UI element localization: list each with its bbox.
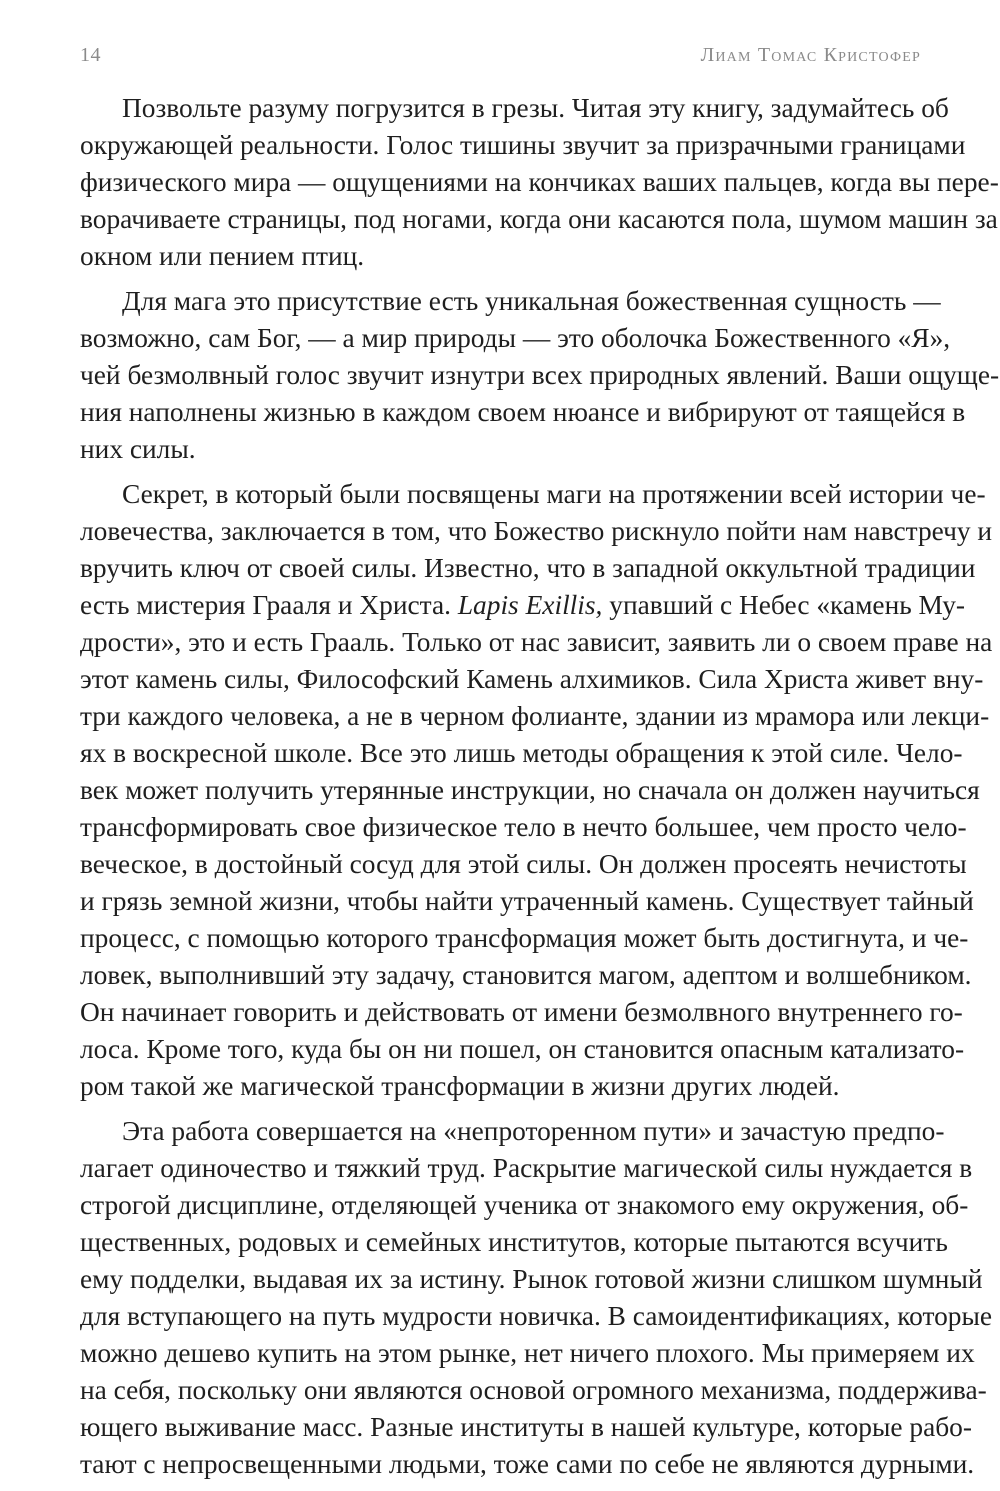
text-line: ях в воскресной школе. Все это лишь методы обращения к этой силе. Чело- <box>80 738 963 768</box>
text-line: этот камень силы, Философский Камень алхимиков. Сила Христа живет вну- <box>80 664 984 694</box>
text-line: ром такой же магической трансформации в жизни других людей. <box>80 1071 840 1101</box>
text-line: ющего выживание масс. Разные институты в нашей культуре, которые рабо- <box>80 1412 972 1442</box>
paragraph <box>80 1113 993 1483</box>
text-line: для вступающего на путь мудрости новичка. В самоидентификациях, которые <box>80 1301 993 1331</box>
text-line: век может получить утерянные инструкции, но сначала он должен научиться <box>80 775 980 805</box>
body-text <box>80 90 1000 1491</box>
text-line: щественных, родовых и семейных институтов, которые пытаются всучить <box>80 1227 948 1257</box>
text-line: тают с непросвещенными людьми, тоже сами по себе не являются дурными. <box>80 1449 975 1479</box>
text-run: есть мистерия Грааля и Христа. <box>80 590 451 620</box>
text-line: трансформировать свое физическое тело в нечто большее, чем просто чело- <box>80 812 967 842</box>
italic-term: Lapis Exillis, <box>457 590 603 620</box>
text-line: и грязь земной жизни, чтобы найти утраченный камень. Существует тайный <box>80 886 974 916</box>
paragraph <box>80 90 999 275</box>
text-line: Позвольте разуму погрузится в грезы. Читая эту книгу, задумайтесь об <box>122 93 949 123</box>
paragraph <box>80 283 1000 468</box>
text-line: Для мага это присутствие есть уникальная божественная сущность — <box>122 286 941 316</box>
text-line: Секрет, в который были посвящены маги на протяжении всей истории че- <box>122 479 986 509</box>
page-number: 14 <box>80 44 101 66</box>
text-line: них силы. <box>80 434 196 464</box>
text-line: ворачиваете страницы, под ногами, когда они касаются пола, шумом машин за <box>80 204 998 234</box>
text-line: Эта работа совершается на «непроторенном пути» и зачастую предпо- <box>122 1116 945 1146</box>
text-line: строгой дисциплине, отделяющей ученика от знакомого ему окружения, об- <box>80 1190 969 1220</box>
text-line: окружающей реальности. Голос тишины звучит за призрачными границами <box>80 130 966 160</box>
text-line: чей безмолвный голос звучит изнутри всех природных явлений. Ваши ощуще- <box>80 360 1000 390</box>
text-line: вручить ключ от своей силы. Известно, что в западной оккультной традиции <box>80 553 976 583</box>
text-line: веческое, в достойный сосуд для этой силы. Он должен просеять нечистоты <box>80 849 967 879</box>
paragraph <box>80 476 993 1105</box>
text-line: ловек, выполнивший эту задачу, становится магом, адептом и волшебником. <box>80 960 972 990</box>
text-line: процесс, с помощью которого трансформация может быть достигнута, и че- <box>80 923 969 953</box>
text-line: Он начинает говорить и действовать от имени безмолвного внутреннего го- <box>80 997 963 1027</box>
running-head-author: Лиам Томас Кристофер <box>700 44 921 66</box>
text-line: можно дешево купить на этом рынке, нет ничего плохого. Мы примеряем их <box>80 1338 975 1368</box>
text-line: ему подделки, выдавая их за истину. Рынок готовой жизни слишком шумный <box>80 1264 983 1294</box>
text-line: лоса. Кроме того, куда бы он ни пошел, он становится опасным катализато- <box>80 1034 965 1064</box>
text-line: три каждого человека, а не в черном фолианте, здании из мрамора или лекци- <box>80 701 990 731</box>
text-line: физического мира — ощущениями на кончиках ваших пальцев, когда вы пере- <box>80 167 999 197</box>
text-line-mixed <box>80 587 966 624</box>
text-line: возможно, сам Бог, — а мир природы — это оболочка Божественного «Я», <box>80 323 951 353</box>
text-line: лагает одиночество и тяжкий труд. Раскрытие магической силы нуждается в <box>80 1153 973 1183</box>
text-line: на себя, поскольку они являются основой огромного механизма, поддержива- <box>80 1375 987 1405</box>
text-run: упавший с Небес «камень Му- <box>609 590 966 620</box>
text-line: ловечества, заключается в том, что Божество рискнуло пойти нам навстречу и <box>80 516 993 546</box>
text-line: дрости», это и есть Грааль. Только от нас зависит, заявить ли о своем праве на <box>80 627 993 657</box>
text-line: ния наполнены жизнью в каждом своем нюансе и вибрируют от таящейся в <box>80 397 966 427</box>
text-line: окном или пением птиц. <box>80 241 365 271</box>
